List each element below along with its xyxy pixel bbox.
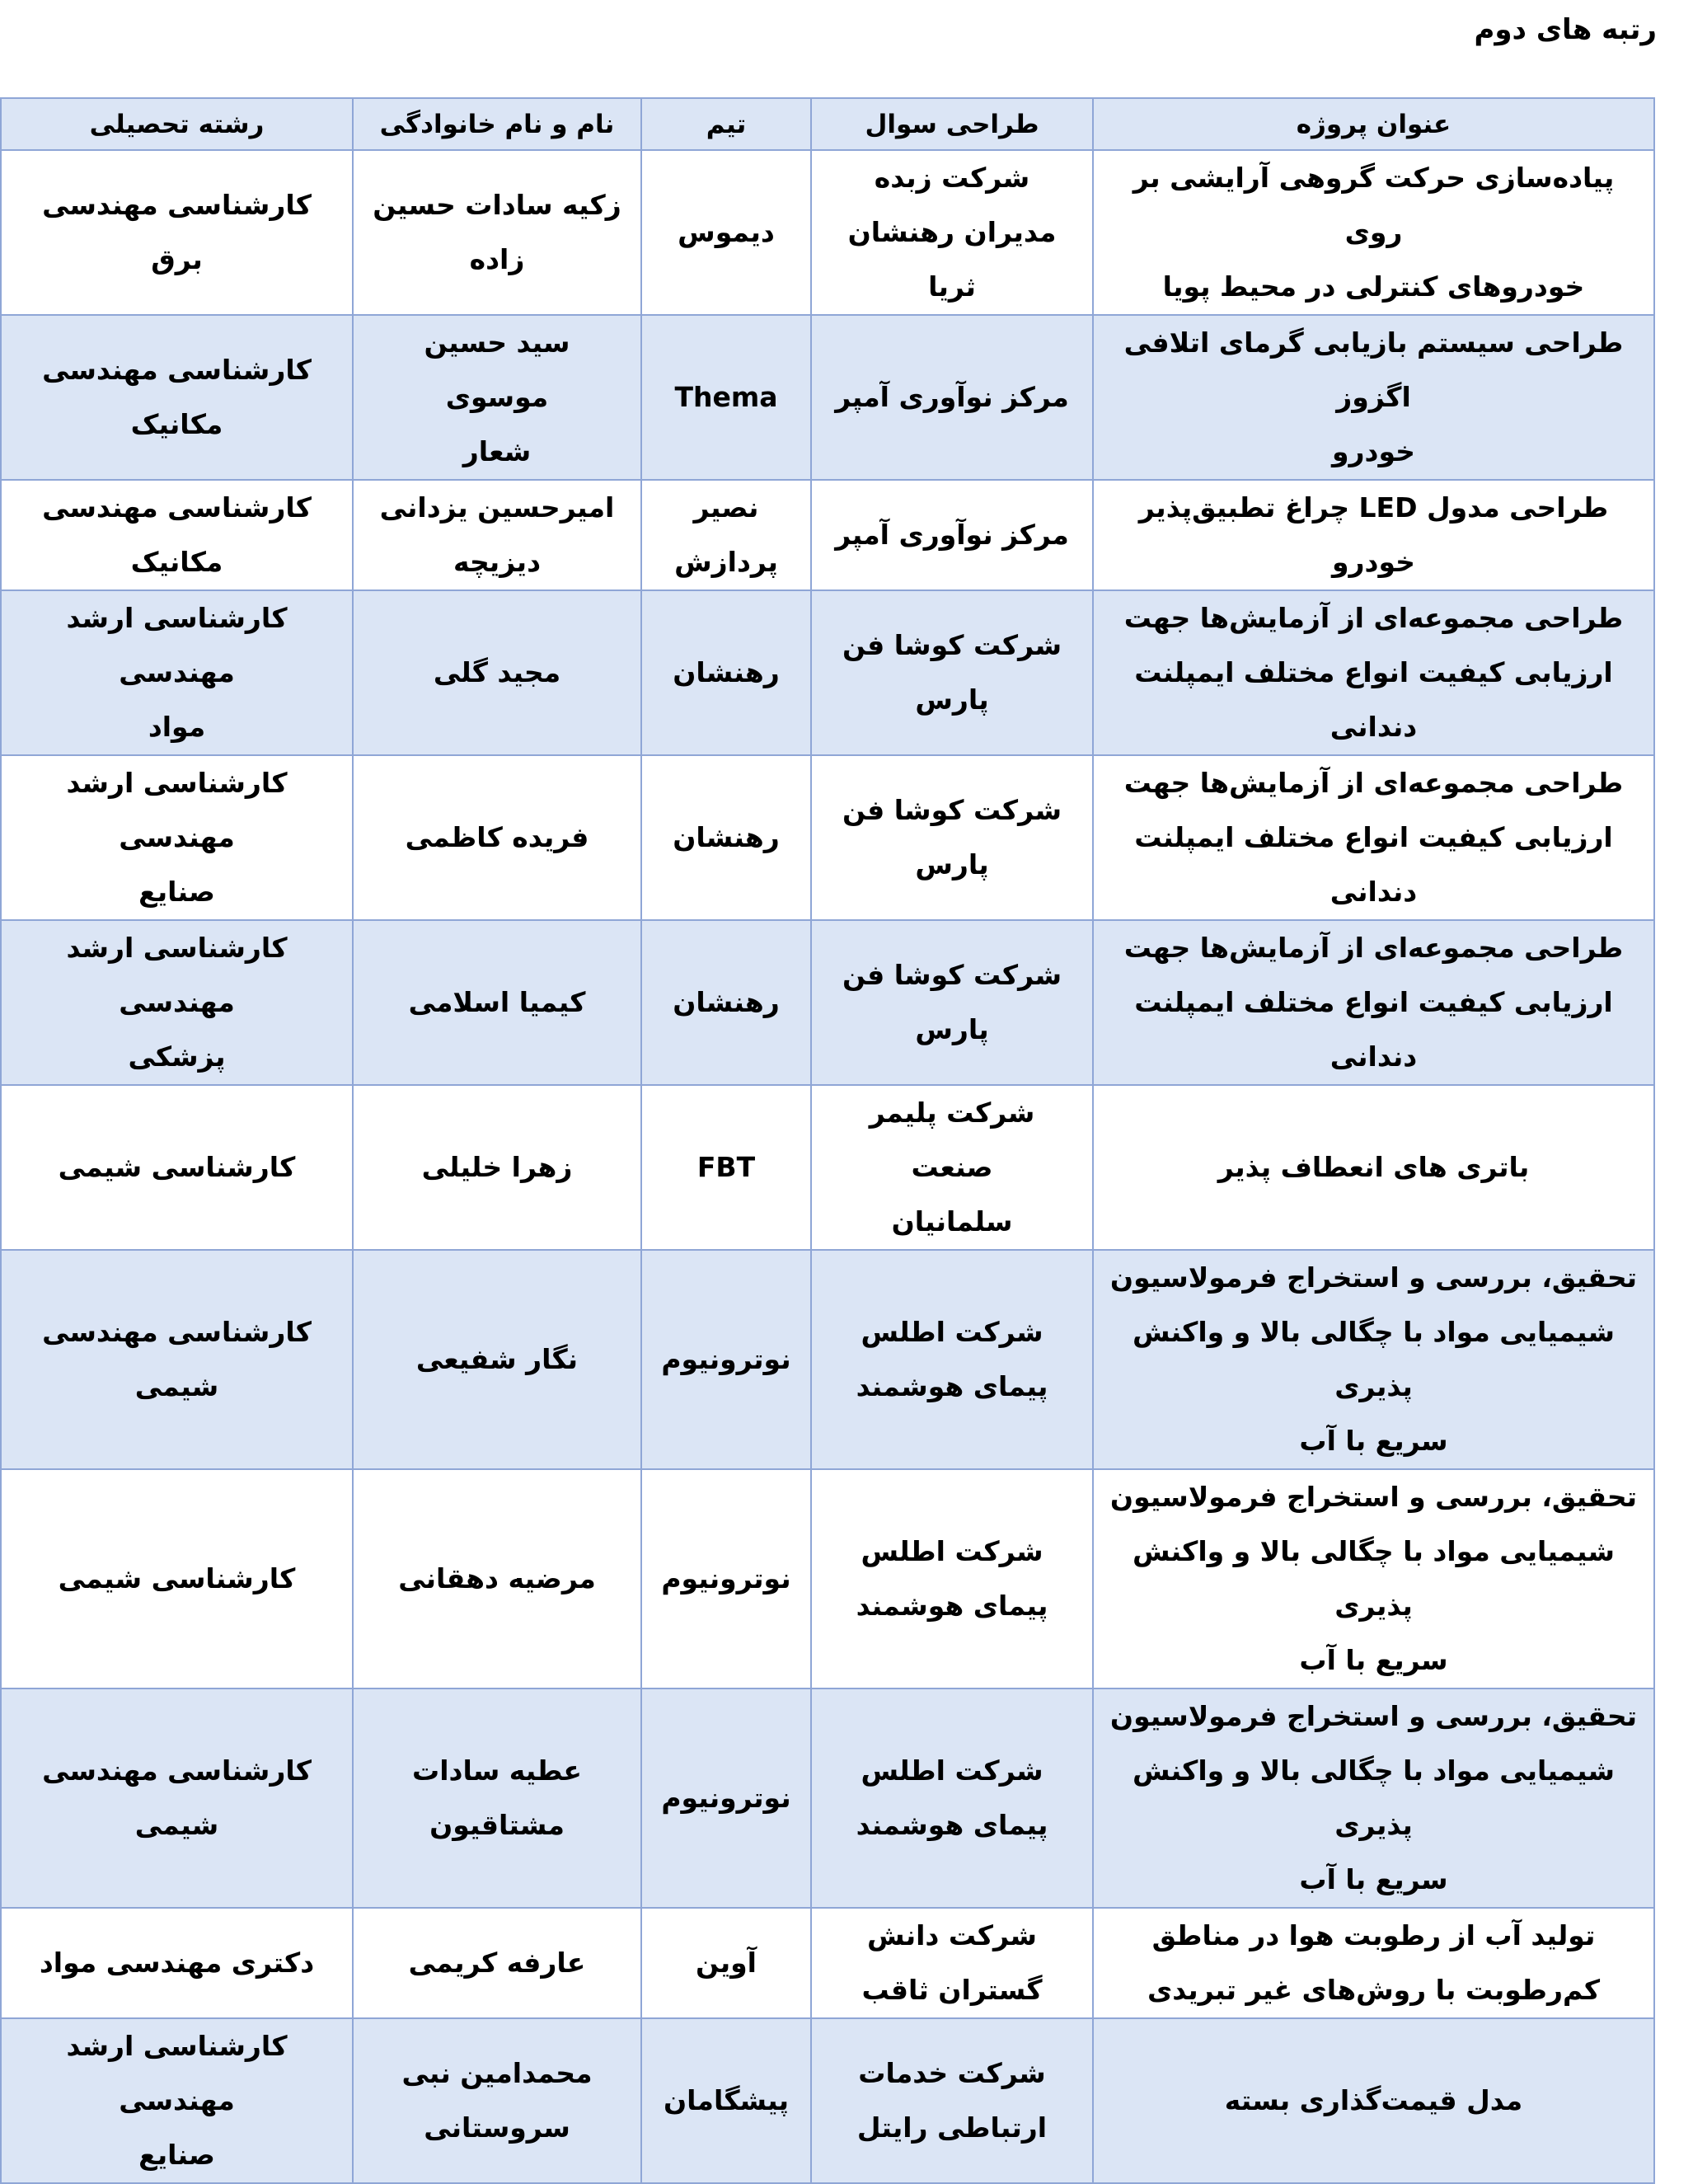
cell-question-designer: شرکت کوشا فن پارس: [811, 920, 1093, 1085]
cell-field-of-study: کارشناسی ارشد مهندسی صنایع: [1, 755, 353, 920]
cell-question-designer: شرکت پلیمر صنعت سلمانیان: [811, 1085, 1093, 1250]
cell-field-of-study: کارشناسی ارشد مهندسی مواد: [1, 590, 353, 755]
cell-question-designer: مرکز نوآوری آمپر: [811, 480, 1093, 590]
cell-field-of-study: کارشناسی مهندسی برق: [1, 150, 353, 315]
table-row: [1, 2018, 1654, 2183]
cell-project-title: تحقیق، بررسی و استخراج فرمولاسیون شیمیایی مواد با چگالی بالا و واکنش پذیری سریع با آب: [1093, 1688, 1654, 1908]
cell-question-designer: شرکت اطلس پیمای هوشمند: [811, 1250, 1093, 1469]
cell-question-designer: شرکت خدمات ارتباطی رایتل: [811, 2018, 1093, 2183]
table-header-row: [1, 98, 1654, 150]
cell-project-title: طراحی مجموعه‌ای از آزمایش‌ها جهت ارزیابی کیفیت انواع مختلف ایمپلنت دندانی: [1093, 755, 1654, 920]
cell-team: Thema: [641, 315, 811, 480]
cell-team: FBT: [641, 1085, 811, 1250]
header-field-of-study: رشته تحصیلی: [1, 98, 353, 150]
cell-full-name: عطیه سادات مشتاقیون: [353, 1688, 641, 1908]
cell-team: آوین: [641, 1908, 811, 2018]
cell-field-of-study: کارشناسی ارشد مهندسی صنایع: [1, 2018, 353, 2183]
cell-project-title: تحقیق، بررسی و استخراج فرمولاسیون شیمیایی مواد با چگالی بالا و واکنش پذیری سریع با آب: [1093, 1469, 1654, 1688]
cell-question-designer: شرکت کوشا فن پارس: [811, 755, 1093, 920]
table-row: [1, 1908, 1654, 2018]
cell-full-name: زهرا خلیلی: [353, 1085, 641, 1250]
table-row: [1, 590, 1654, 755]
header-question-designer: طراحی سوال: [811, 98, 1093, 150]
table-row: [1, 1469, 1654, 1688]
cell-full-name: امیرحسین یزدانی دیزیچه: [353, 480, 641, 590]
cell-question-designer: شرکت زبده مدیران رهنشان ثریا: [811, 150, 1093, 315]
cell-full-name: محمدامین نبی سروستانی: [353, 2018, 641, 2183]
table-row: [1, 920, 1654, 1085]
cell-project-title: تحقیق، بررسی و استخراج فرمولاسیون شیمیایی مواد با چگالی بالا و واکنش پذیری سریع با آب: [1093, 1250, 1654, 1469]
cell-field-of-study: کارشناسی شیمی: [1, 1085, 353, 1250]
cell-field-of-study: کارشناسی ارشد مهندسی پزشکی: [1, 920, 353, 1085]
table-row: [1, 480, 1654, 590]
cell-project-title: طراحی سیستم بازیابی گرمای اتلافی اگزوز خودرو: [1093, 315, 1654, 480]
table-row: [1, 150, 1654, 315]
header-project-title: عنوان پروژه: [1093, 98, 1654, 150]
cell-full-name: زکیه سادات حسین زاده: [353, 150, 641, 315]
cell-project-title: پیاده‌سازی حرکت گروهی آرایشی بر روی خودروهای کنترلی در محیط پویا: [1093, 150, 1654, 315]
cell-project-title: طراحی مدول LED چراغ تطبیق‌پذیر خودرو: [1093, 480, 1654, 590]
cell-project-title: طراحی مجموعه‌ای از آزمایش‌ها جهت ارزیابی کیفیت انواع مختلف ایمپلنت دندانی: [1093, 590, 1654, 755]
cell-full-name: مرضیه دهقانی: [353, 1469, 641, 1688]
cell-project-title: مدل قیمت‌گذاری بسته: [1093, 2018, 1654, 2183]
results-table: [0, 97, 1655, 2184]
cell-team: رهنشان: [641, 590, 811, 755]
header-team: تیم: [641, 98, 811, 150]
cell-team: دیموس: [641, 150, 811, 315]
table-row: [1, 1250, 1654, 1469]
cell-field-of-study: کارشناسی مهندسی مکانیک: [1, 480, 353, 590]
cell-field-of-study: کارشناسی مهندسی مکانیک: [1, 315, 353, 480]
cell-team: نوترونیوم: [641, 1688, 811, 1908]
cell-question-designer: شرکت اطلس پیمای هوشمند: [811, 1688, 1093, 1908]
cell-team: نصیر پردازش: [641, 480, 811, 590]
cell-question-designer: شرکت دانش گستران ثاقب: [811, 1908, 1093, 2018]
cell-question-designer: شرکت اطلس پیمای هوشمند: [811, 1469, 1093, 1688]
cell-full-name: عارفه کریمی: [353, 1908, 641, 2018]
table-row: [1, 315, 1654, 480]
cell-question-designer: مرکز نوآوری آمپر: [811, 315, 1093, 480]
page-heading: رتبه های دوم: [1474, 13, 1657, 46]
cell-full-name: نگار شفیعی: [353, 1250, 641, 1469]
cell-project-title: طراحی مجموعه‌ای از آزمایش‌ها جهت ارزیابی کیفیت انواع مختلف ایمپلنت دندانی: [1093, 920, 1654, 1085]
cell-project-title: تولید آب از رطوبت هوا در مناطق کم‌رطوبت با روش‌های غیر تبریدی: [1093, 1908, 1654, 2018]
cell-team: نوترونیوم: [641, 1250, 811, 1469]
table-row: [1, 1688, 1654, 1908]
cell-team: رهنشان: [641, 755, 811, 920]
cell-team: رهنشان: [641, 920, 811, 1085]
cell-full-name: مجید گلی: [353, 590, 641, 755]
table-row: [1, 1085, 1654, 1250]
cell-full-name: کیمیا اسلامی: [353, 920, 641, 1085]
cell-project-title: باتری های انعطاف پذیر: [1093, 1085, 1654, 1250]
cell-team: پیشگامان: [641, 2018, 811, 2183]
cell-full-name: فریده کاظمی: [353, 755, 641, 920]
table-row: [1, 755, 1654, 920]
cell-team: نوترونیوم: [641, 1469, 811, 1688]
cell-question-designer: شرکت کوشا فن پارس: [811, 590, 1093, 755]
cell-field-of-study: کارشناسی مهندسی شیمی: [1, 1688, 353, 1908]
cell-field-of-study: کارشناسی مهندسی شیمی: [1, 1250, 353, 1469]
cell-field-of-study: دکتری مهندسی مواد: [1, 1908, 353, 2018]
header-full-name: نام و نام خانوادگی: [353, 98, 641, 150]
cell-full-name: سید حسین موسوی شعار: [353, 315, 641, 480]
cell-field-of-study: کارشناسی شیمی: [1, 1469, 353, 1688]
